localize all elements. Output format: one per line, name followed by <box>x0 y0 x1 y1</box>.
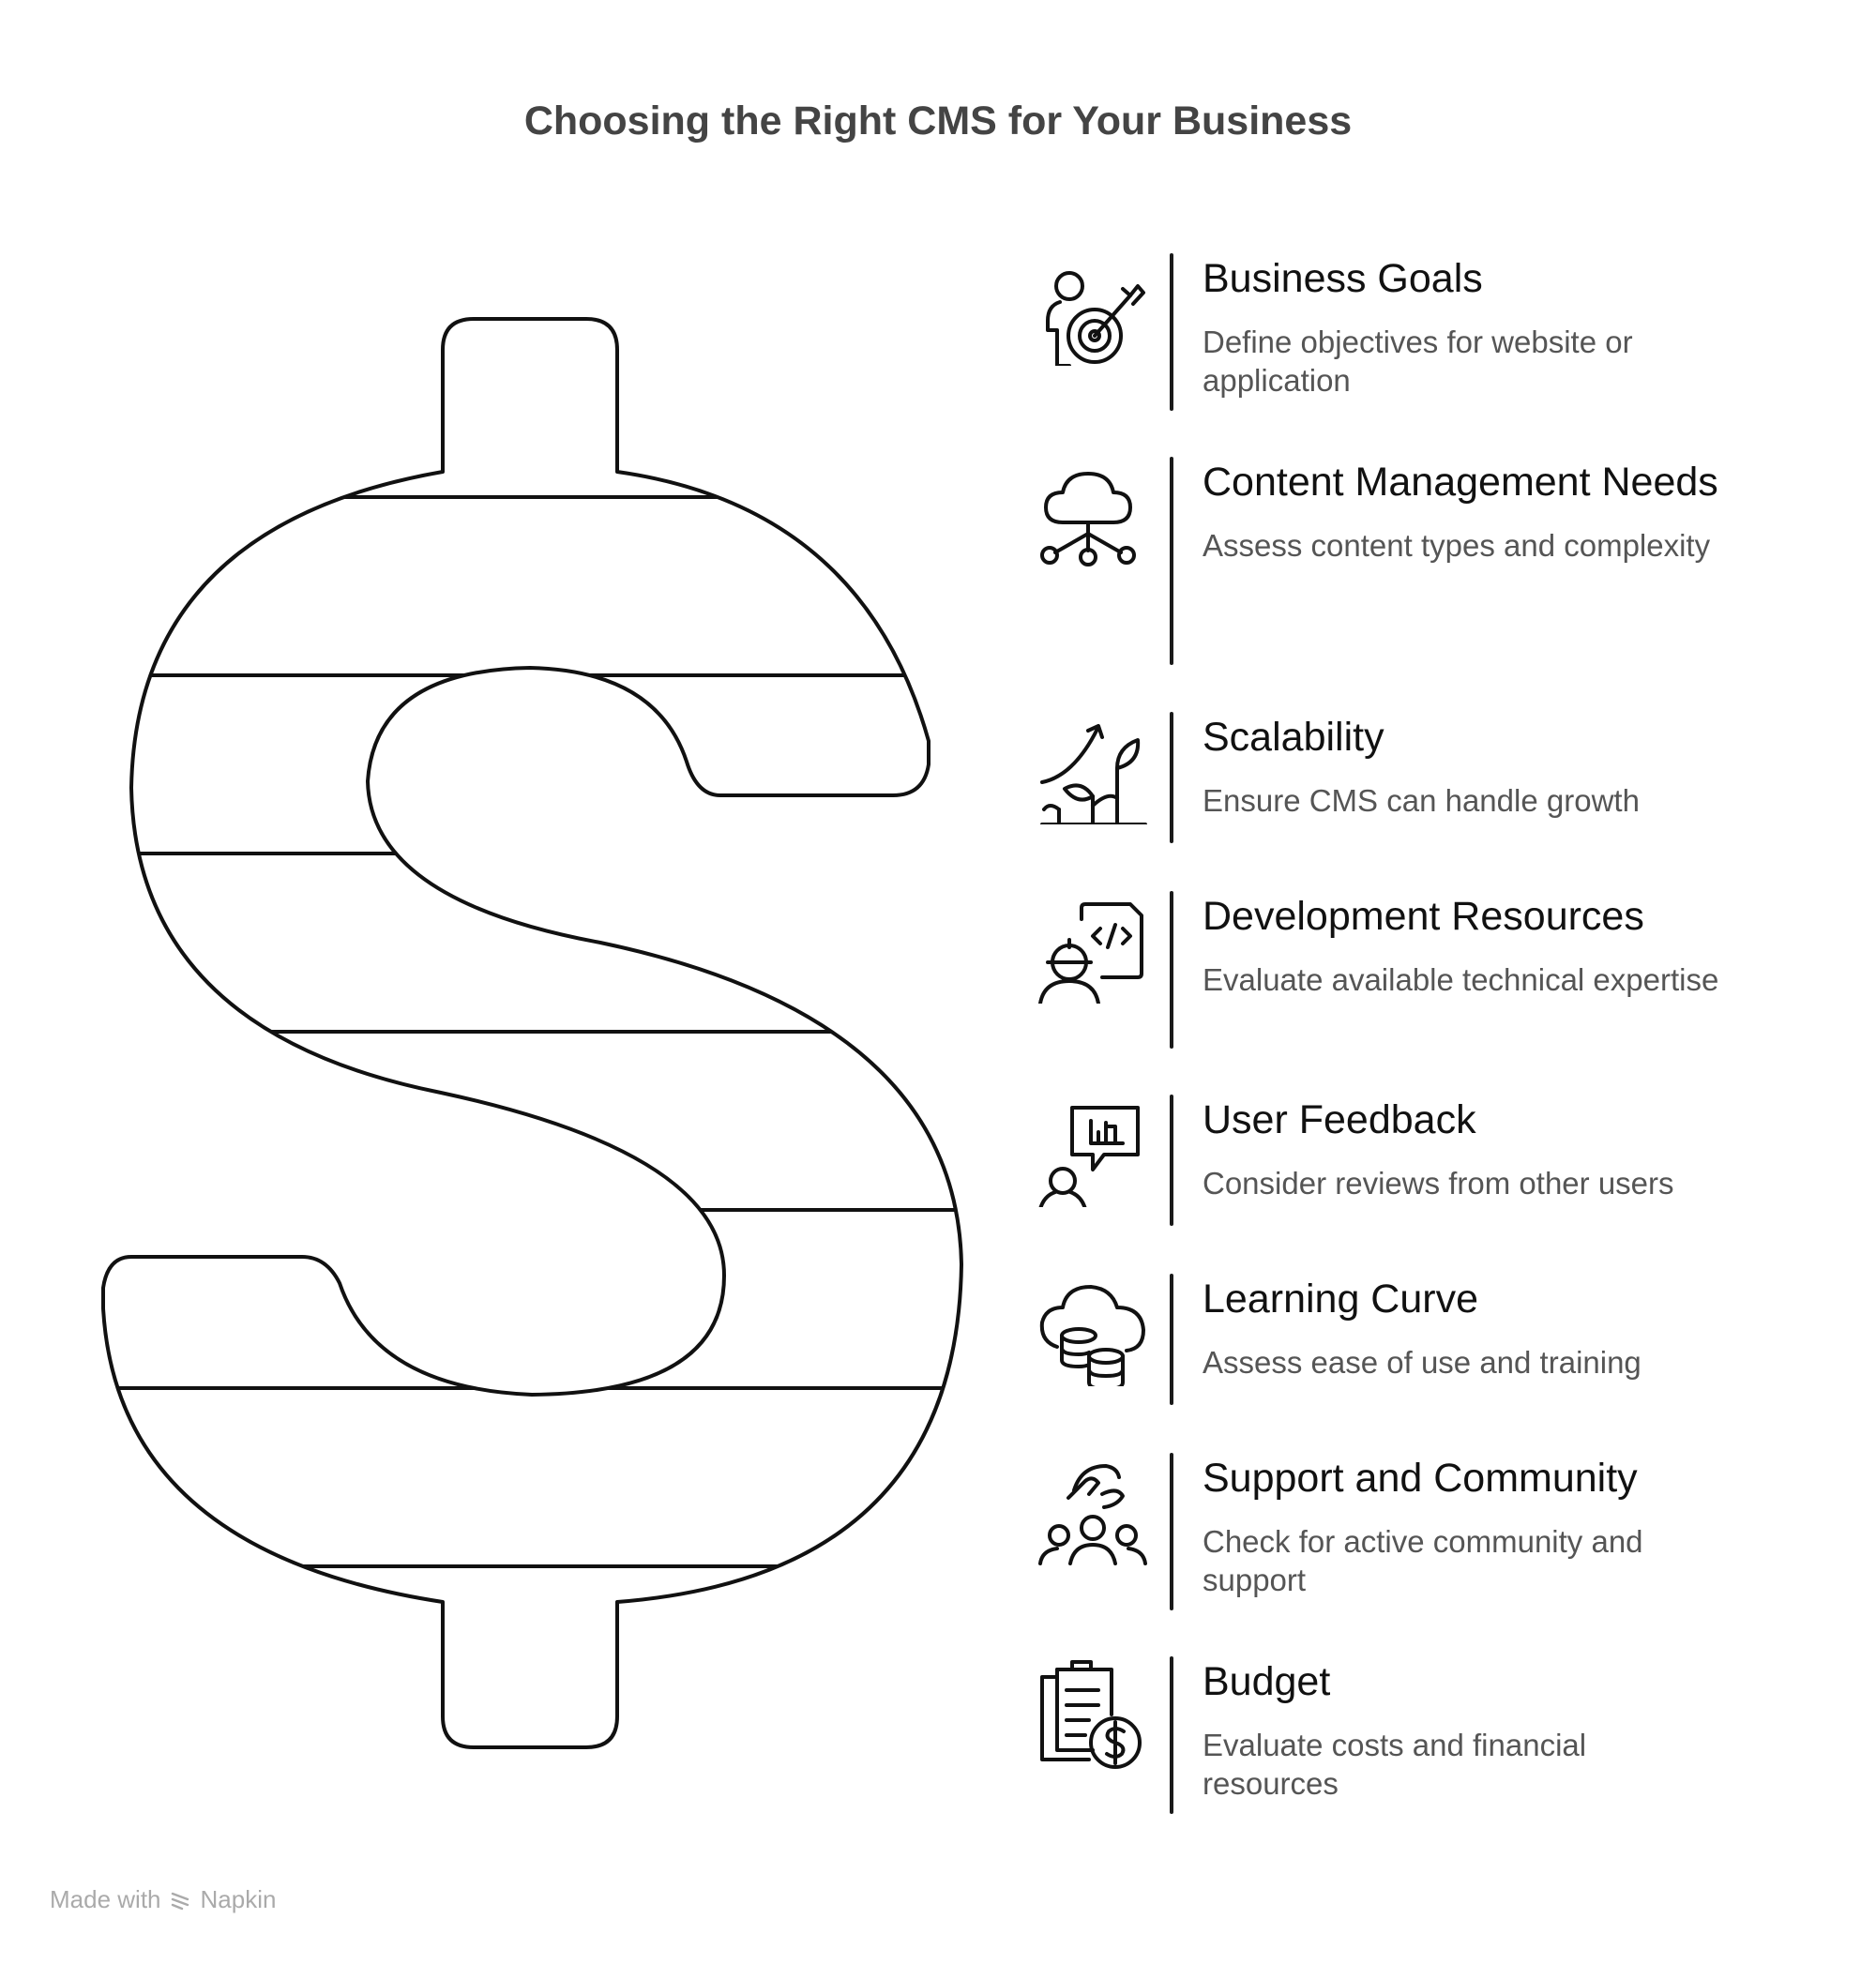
developer-code-icon <box>1036 891 1149 1004</box>
item-divider <box>1170 891 1173 1049</box>
item-divider <box>1170 253 1173 411</box>
item-heading: Support and Community <box>1203 1456 1638 1501</box>
item-description: Define objectives for website or application <box>1203 325 1633 398</box>
item-description: Assess ease of use and training <box>1203 1345 1642 1380</box>
item-divider <box>1170 1453 1173 1610</box>
cloud-database-icon <box>1036 1274 1149 1386</box>
item-heading: Learning Curve <box>1203 1277 1479 1322</box>
item-heading: User Feedback <box>1203 1097 1476 1142</box>
footer-brand: Napkin <box>200 1885 277 1913</box>
item-description: Ensure CMS can handle growth <box>1203 783 1640 818</box>
user-feedback-icon <box>1036 1095 1149 1207</box>
item-description: Evaluate available technical expertise <box>1203 962 1719 997</box>
item-heading: Development Resources <box>1203 894 1644 939</box>
item-heading: Business Goals <box>1203 256 1483 301</box>
item-description: Check for active community and support <box>1203 1524 1643 1597</box>
item-divider <box>1170 1095 1173 1226</box>
community-support-icon <box>1036 1453 1149 1565</box>
item-divider <box>1170 1274 1173 1405</box>
item-description: Consider reviews from other users <box>1203 1166 1674 1201</box>
item-divider <box>1170 712 1173 843</box>
person-target-icon <box>1036 253 1149 366</box>
page-title: Choosing the Right CMS for Your Business <box>523 98 1353 144</box>
footer-credit <box>50 1885 276 1914</box>
budget-document-icon <box>1036 1656 1149 1769</box>
napkin-logo-icon <box>169 1888 193 1912</box>
item-heading: Content Management Needs <box>1203 460 1718 505</box>
cloud-network-icon <box>1036 457 1149 569</box>
item-divider <box>1170 1656 1173 1814</box>
item-divider <box>1170 457 1173 665</box>
item-description: Evaluate costs and financial resources <box>1203 1728 1587 1801</box>
item-heading: Scalability <box>1203 715 1384 760</box>
item-description: Assess content types and complexity <box>1203 528 1711 563</box>
item-heading: Budget <box>1203 1659 1331 1704</box>
growth-plant-icon <box>1036 712 1149 824</box>
footer-made-with: Made with <box>50 1885 161 1913</box>
